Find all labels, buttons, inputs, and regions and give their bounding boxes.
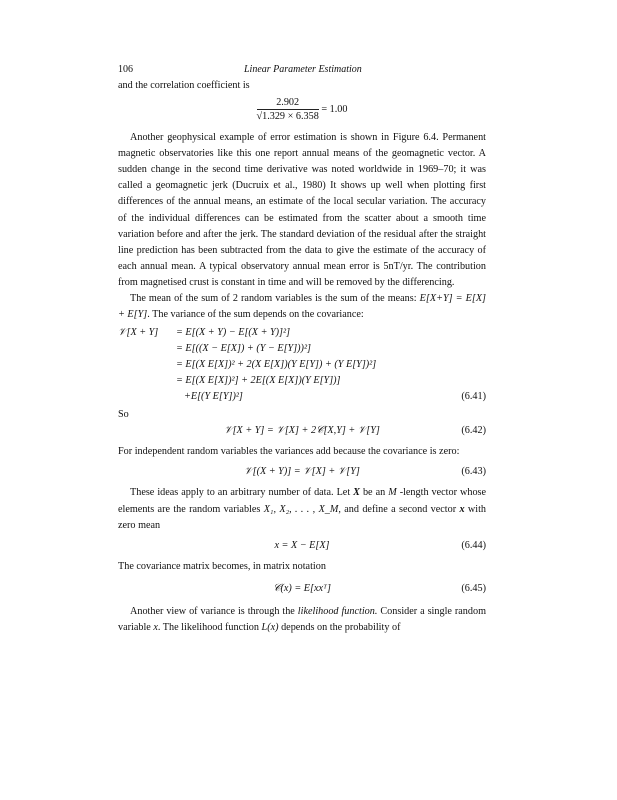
equation-body: 𝒱[X + Y] = 𝒱[X] + 2𝒞[X,Y] + 𝒱[Y]	[224, 425, 380, 437]
equation-number: (6.44)	[461, 539, 486, 551]
equation-body: 𝒱[(X + Y)] = 𝒱[X] + 𝒱[Y]	[244, 466, 360, 478]
para6-text-b: Consider a single random variable	[118, 605, 486, 633]
para6-math-b: L(x)	[261, 621, 279, 633]
para2-text-a: The mean of the sum of 2 random variables is the sum of the means:	[130, 293, 417, 305]
equation-number: (6.42)	[461, 425, 486, 437]
equation-body: x = X − E[X]	[274, 539, 330, 551]
derivation-line	[118, 373, 486, 389]
derivation-lhs: 𝒱[X + Y]	[118, 327, 159, 339]
fraction-numerator: 2.902	[257, 96, 319, 110]
para2-text-b: . The variance of the sum depends on the covariance:	[147, 309, 364, 321]
equation-6-42	[118, 423, 486, 440]
derivation-rhs: = E[(X E[X])²] + 2E[(X E[X])(Y E[Y])]	[176, 375, 341, 387]
paragraph-mean-of-sum	[118, 291, 486, 323]
running-header	[118, 62, 486, 78]
equation-6-44	[118, 538, 486, 555]
para2-math-a: E[X+Y] = E[X] + E[Y]	[118, 293, 487, 321]
para4-text-d: , and define a second vector	[338, 503, 457, 515]
page-body	[118, 62, 486, 636]
running-title: Linear Parameter Estimation	[244, 64, 362, 75]
para4-text-a: These ideas apply to an arbitrary number of data. Let	[130, 487, 351, 499]
paragraph-arbitrary-data	[118, 485, 486, 533]
para4-math-b: M	[388, 487, 397, 499]
so-line: So	[118, 409, 129, 421]
equation-6-45	[118, 581, 486, 598]
paragraph-covariance-matrix: The covariance matrix becomes, in matrix notation	[118, 560, 326, 572]
derivation-line	[118, 357, 486, 373]
derivation-rhs: = E[((X − E[X]) + (Y − E[Y]))²]	[176, 343, 311, 355]
para6-text-c: . The likelihood function	[157, 621, 259, 633]
para4-text-c: -length vector whose elements are the random variables	[118, 487, 487, 515]
para4-math-d: x	[459, 503, 465, 515]
equation-body: 𝒞(x) = E[xxᵀ]	[273, 582, 331, 594]
intro-line: and the correlation coefficient is	[118, 80, 250, 91]
equation-6-43	[118, 464, 486, 481]
variance-derivation	[118, 325, 486, 405]
page-number: 106	[118, 64, 133, 75]
para6-text-a: Another view of variance is through the	[130, 605, 295, 617]
para4-math-c: X₁, X₂, . . . , X_M	[263, 503, 339, 515]
equation-number: (6.41)	[461, 391, 486, 403]
paragraph-independent: For independent random variables the variances add because the covariance is zero:	[118, 446, 460, 458]
para6-math-a: x	[153, 621, 158, 633]
equation-number: (6.43)	[461, 466, 486, 478]
correlation-result: = 1.00	[321, 103, 348, 115]
paragraph-likelihood	[118, 604, 486, 636]
derivation-line	[118, 341, 486, 357]
derivation-rhs: = E[(X + Y) − E[(X + Y)]²]	[176, 327, 291, 339]
para6-text-d: depends on the probability of	[281, 621, 401, 633]
correlation-fraction	[257, 96, 319, 123]
derivation-rhs: = E[(X E[X])² + 2(X E[X])(Y E[Y]) + (Y E[Y])²]	[176, 359, 377, 371]
equation-number: (6.45)	[461, 582, 486, 594]
paragraph-geomagnetic-jerk: Another geophysical example of error estimation is shown in Figure 6.4. Permanent magnetic observatories like this one report annual means of the geomagnetic vector. A sudden change in the second time derivative was noted worldwide in 1969–70; it was called a geomagnetic jerk (Ducruix et al., 1980) It shows up well when plotting first differences of the annual means, an estimate of the local secular variation. The accuracy of the individual differences can be estimated from the scatter about a smooth time variation before and after the jerk. The standard deviation of the residual after the straight line prediction has been subtracted from the data to give the estimate of the accuracy of each annual mean. A typical observatory annual mean error is 5nT/yr. The contribution from magnetised crust is constant in time and will be removed by the differencing.	[118, 132, 486, 288]
para4-math-a: X	[353, 487, 360, 499]
para4-text-b: be an	[362, 487, 386, 499]
correlation-equation	[118, 96, 486, 130]
para6-emph: likelihood function.	[297, 605, 378, 617]
para4-text-e: with zero mean	[118, 503, 486, 531]
derivation-rhs: +E[(Y E[Y])²]	[184, 391, 243, 403]
derivation-line	[118, 325, 486, 341]
derivation-line	[118, 389, 486, 405]
fraction-denominator: √1.329 × 6.358	[256, 111, 319, 123]
